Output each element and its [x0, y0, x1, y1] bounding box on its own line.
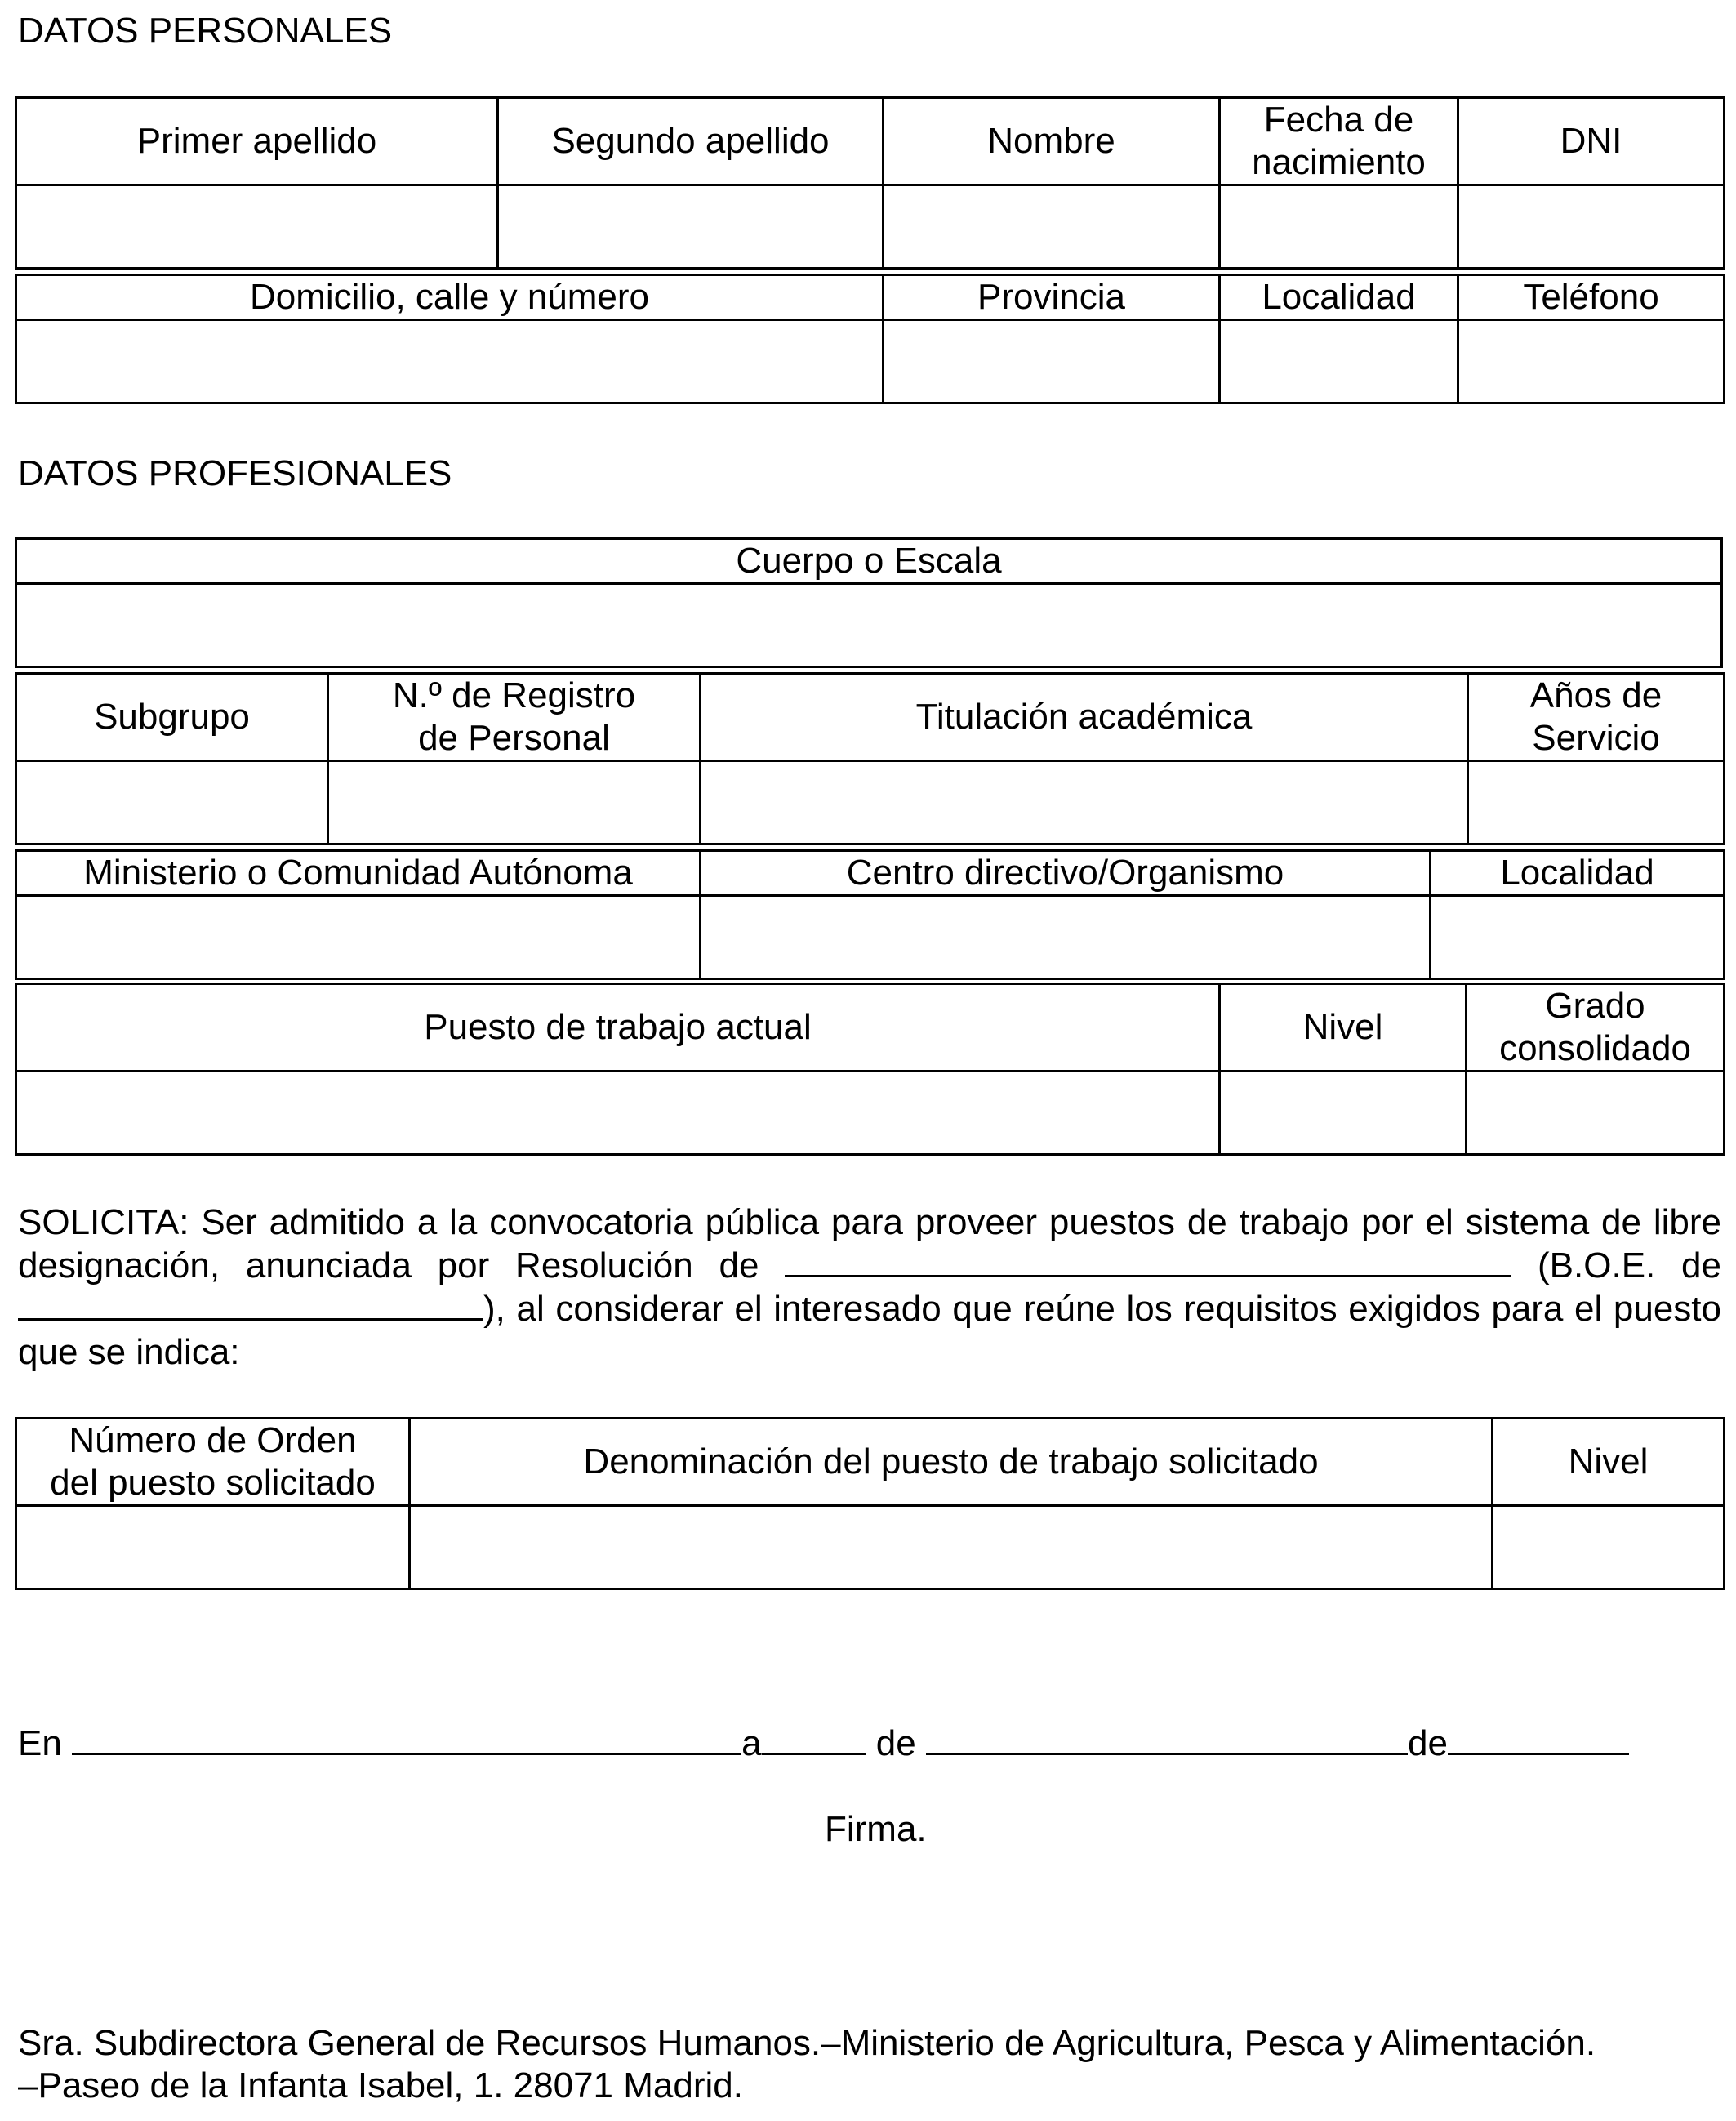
- header-domicilio: Domicilio, calle y número: [16, 275, 884, 320]
- solicita-text-3: ), al considerar el interesado que reúne los requisitos exigidos para el puesto que se indica:: [18, 1289, 1721, 1372]
- header-grado-consolidado: Grado consolidado: [1467, 984, 1725, 1072]
- boe-date-blank[interactable]: [18, 1287, 483, 1321]
- field-nombre[interactable]: [884, 185, 1220, 269]
- field-titulacion[interactable]: [701, 761, 1468, 844]
- addressee: [18, 2022, 1596, 2107]
- solicita-label: SOLICITA:: [18, 1202, 189, 1242]
- place-blank[interactable]: [72, 1722, 741, 1755]
- header-telefono: Teléfono: [1458, 275, 1725, 320]
- header-titulacion: Titulación académica: [701, 674, 1468, 761]
- field-provincia[interactable]: [884, 320, 1220, 403]
- header-primer-apellido: Primer apellido: [16, 98, 498, 185]
- field-nivel-solicitado[interactable]: [1493, 1506, 1725, 1589]
- section-title-profesional: DATOS PROFESIONALES: [18, 453, 452, 493]
- field-ministerio[interactable]: [16, 896, 701, 979]
- ministerio-table: [15, 849, 1725, 980]
- solicita-text-1: Ser admitido a la convocatoria pública para proveer puestos de trabajo por el sistema de libre designación, anunciada por Resolución de: [18, 1202, 1721, 1286]
- month-blank[interactable]: [926, 1722, 1408, 1755]
- field-localidad-profesional[interactable]: [1431, 896, 1725, 979]
- solicita-paragraph: [18, 1201, 1721, 1374]
- solicita-text-2: (B.O.E. de: [1538, 1245, 1721, 1286]
- field-domicilio[interactable]: [16, 320, 884, 403]
- field-localidad[interactable]: [1220, 320, 1458, 403]
- header-subgrupo: Subgrupo: [16, 674, 328, 761]
- day-blank[interactable]: [762, 1722, 866, 1755]
- header-registro-personal: N.º de Registro de Personal: [328, 674, 701, 761]
- puesto-actual-table: [15, 983, 1725, 1156]
- personal-address-table: [15, 274, 1725, 404]
- subgrupo-table: [15, 672, 1725, 845]
- field-registro-personal[interactable]: [328, 761, 701, 844]
- field-numero-orden[interactable]: [16, 1506, 410, 1589]
- field-denominacion[interactable]: [410, 1506, 1493, 1589]
- field-primer-apellido[interactable]: [16, 185, 498, 269]
- date-de-label-1: de: [875, 1723, 916, 1763]
- header-centro-directivo: Centro directivo/Organismo: [701, 851, 1431, 896]
- header-numero-orden: Número de Orden del puesto solicitado: [16, 1419, 410, 1506]
- year-blank[interactable]: [1448, 1722, 1629, 1755]
- puesto-solicitado-table: [15, 1417, 1725, 1590]
- header-nivel-solicitado: Nivel: [1493, 1419, 1725, 1506]
- resolucion-blank[interactable]: [785, 1244, 1511, 1277]
- field-telefono[interactable]: [1458, 320, 1725, 403]
- header-nombre: Nombre: [884, 98, 1220, 185]
- header-provincia: Provincia: [884, 275, 1220, 320]
- cuerpo-table: [15, 537, 1723, 668]
- date-en-label: En: [18, 1723, 62, 1763]
- header-puesto-actual: Puesto de trabajo actual: [16, 984, 1220, 1072]
- header-denominacion: Denominación del puesto de trabajo solicitado: [410, 1419, 1493, 1506]
- date-de-label-2: de: [1407, 1723, 1448, 1763]
- field-puesto-actual[interactable]: [16, 1072, 1220, 1155]
- date-a-label: a: [741, 1723, 762, 1763]
- personal-data-table: [15, 96, 1725, 270]
- field-grado-consolidado[interactable]: [1467, 1072, 1725, 1155]
- header-fecha-nacimiento: Fecha de nacimiento: [1220, 98, 1458, 185]
- header-dni: DNI: [1458, 98, 1725, 185]
- date-line: [18, 1722, 1629, 1766]
- addressee-line-2: –Paseo de la Infanta Isabel, 1. 28071 Madrid.: [18, 2065, 743, 2105]
- header-anos-servicio: Años de Servicio: [1468, 674, 1725, 761]
- field-dni[interactable]: [1458, 185, 1725, 269]
- header-segundo-apellido: Segundo apellido: [498, 98, 884, 185]
- header-ministerio: Ministerio o Comunidad Autónoma: [16, 851, 701, 896]
- field-fecha-nacimiento[interactable]: [1220, 185, 1458, 269]
- firma-label: Firma.: [825, 1809, 927, 1849]
- header-localidad: Localidad: [1220, 275, 1458, 320]
- header-cuerpo-escala: Cuerpo o Escala: [16, 539, 1722, 584]
- header-nivel-actual: Nivel: [1220, 984, 1467, 1072]
- field-cuerpo-escala[interactable]: [16, 584, 1722, 667]
- field-subgrupo[interactable]: [16, 761, 328, 844]
- field-nivel-actual[interactable]: [1220, 1072, 1467, 1155]
- addressee-line-1: Sra. Subdirectora General de Recursos Humanos.–Ministerio de Agricultura, Pesca y Alimentación.: [18, 2023, 1596, 2063]
- field-centro-directivo[interactable]: [701, 896, 1431, 979]
- header-localidad-profesional: Localidad: [1431, 851, 1725, 896]
- field-segundo-apellido[interactable]: [498, 185, 884, 269]
- field-anos-servicio[interactable]: [1468, 761, 1725, 844]
- section-title-personal: DATOS PERSONALES: [18, 11, 393, 51]
